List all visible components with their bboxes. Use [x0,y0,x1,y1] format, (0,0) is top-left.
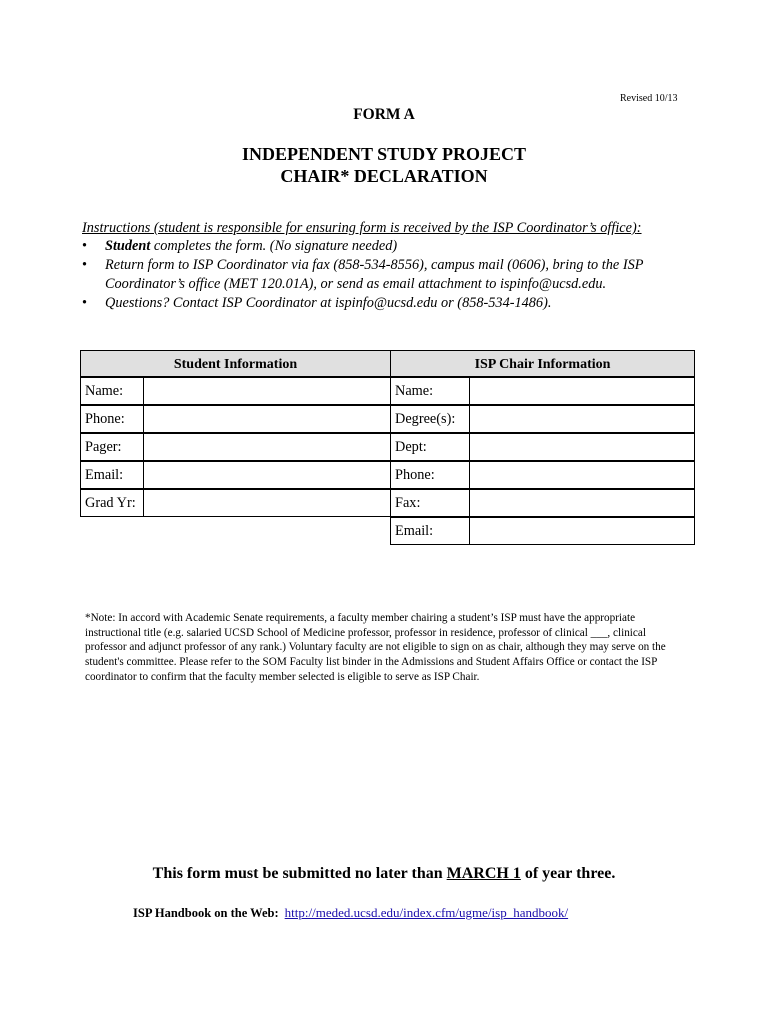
chair-phone-field[interactable] [469,461,695,489]
student-pager-label: Pager: [80,433,144,461]
chair-fax-field[interactable] [469,489,695,517]
form-label: FORM A [353,106,415,123]
page-title-line2: CHAIR* DECLARATION [280,166,488,186]
student-grad-year-label: Grad Yr: [80,489,144,517]
chair-fax-label: Fax: [390,489,470,517]
table-empty-cell [80,518,390,546]
instruction-item [82,256,692,294]
deadline-suffix: of year three. [520,865,616,882]
student-grad-year-field[interactable] [143,489,391,517]
instruction-text: Questions? Contact ISP Coordinator at ispinfo@ucsd.edu or (858-534-1486). [105,295,552,311]
chair-dept-field[interactable] [469,433,695,461]
revised-date: Revised 10/13 [620,93,678,104]
chair-name-field[interactable] [469,377,695,405]
instructions-heading-text: Instructions (student is responsible for ensuring form is received by the ISP Coordinator’s office) [82,220,637,236]
chair-email-field[interactable] [469,517,695,545]
instructions-list [82,237,692,313]
instruction-text: completes the form. (No signature needed) [150,238,398,254]
instruction-text: Return form to ISP Coordinator via fax (858-534-8556), campus mail (0606), bring to the ISP Coordinator’s office (MET 120.01A), or send as email attachment to ispinfo@ucsd.edu. [105,257,644,292]
student-phone-field[interactable] [143,405,391,433]
handbook-link[interactable]: http://meded.ucsd.edu/index.cfm/ugme/isp_handbook/ [284,905,569,920]
student-email-field[interactable] [143,461,391,489]
student-name-label: Name: [80,377,144,405]
instructions-heading [82,220,642,237]
student-email-label: Email: [80,461,144,489]
deadline-date: MARCH 1 [446,865,521,882]
instructions-heading-colon: : [636,220,642,236]
deadline-prefix: This form must be submitted no later than [152,865,447,882]
student-pager-field[interactable] [143,433,391,461]
instruction-item [82,237,692,256]
handbook-line [133,905,568,921]
handbook-label: ISP Handbook on the Web: [133,906,279,920]
student-name-field[interactable] [143,377,391,405]
student-phone-label: Phone: [80,405,144,433]
faculty-note: *Note: In accord with Academic Senate requirements, a faculty member chairing a student’s ISP must have the appropriate instructional title (e.g. salaried UCSD School of Medicine professor, professor in residence, professor of clinical ___, clinical professor and adjunct professor of any rank.) Voluntary faculty are not eligible to sign on as chair, although they may serve on the student's committee. Please refer to the SOM Faculty list binder in the Admissions and Student Affairs Office or contact the ISP coordinator to confirm that the faculty member selected is eligible to serve as ISP Chair. [85,612,666,683]
student-info-header: Student Information [80,350,391,377]
instruction-item [82,294,692,313]
chair-degrees-field[interactable] [469,405,695,433]
chair-name-label: Name: [390,377,470,405]
chair-degrees-label: Degree(s): [390,405,470,433]
chair-email-label: Email: [390,517,470,545]
chair-info-header: ISP Chair Information [390,350,695,377]
deadline-statement [0,865,768,883]
instruction-bold: Student [105,238,151,254]
page-title-line1: INDEPENDENT STUDY PROJECT [241,144,527,164]
chair-phone-label: Phone: [390,461,470,489]
chair-dept-label: Dept: [390,433,470,461]
